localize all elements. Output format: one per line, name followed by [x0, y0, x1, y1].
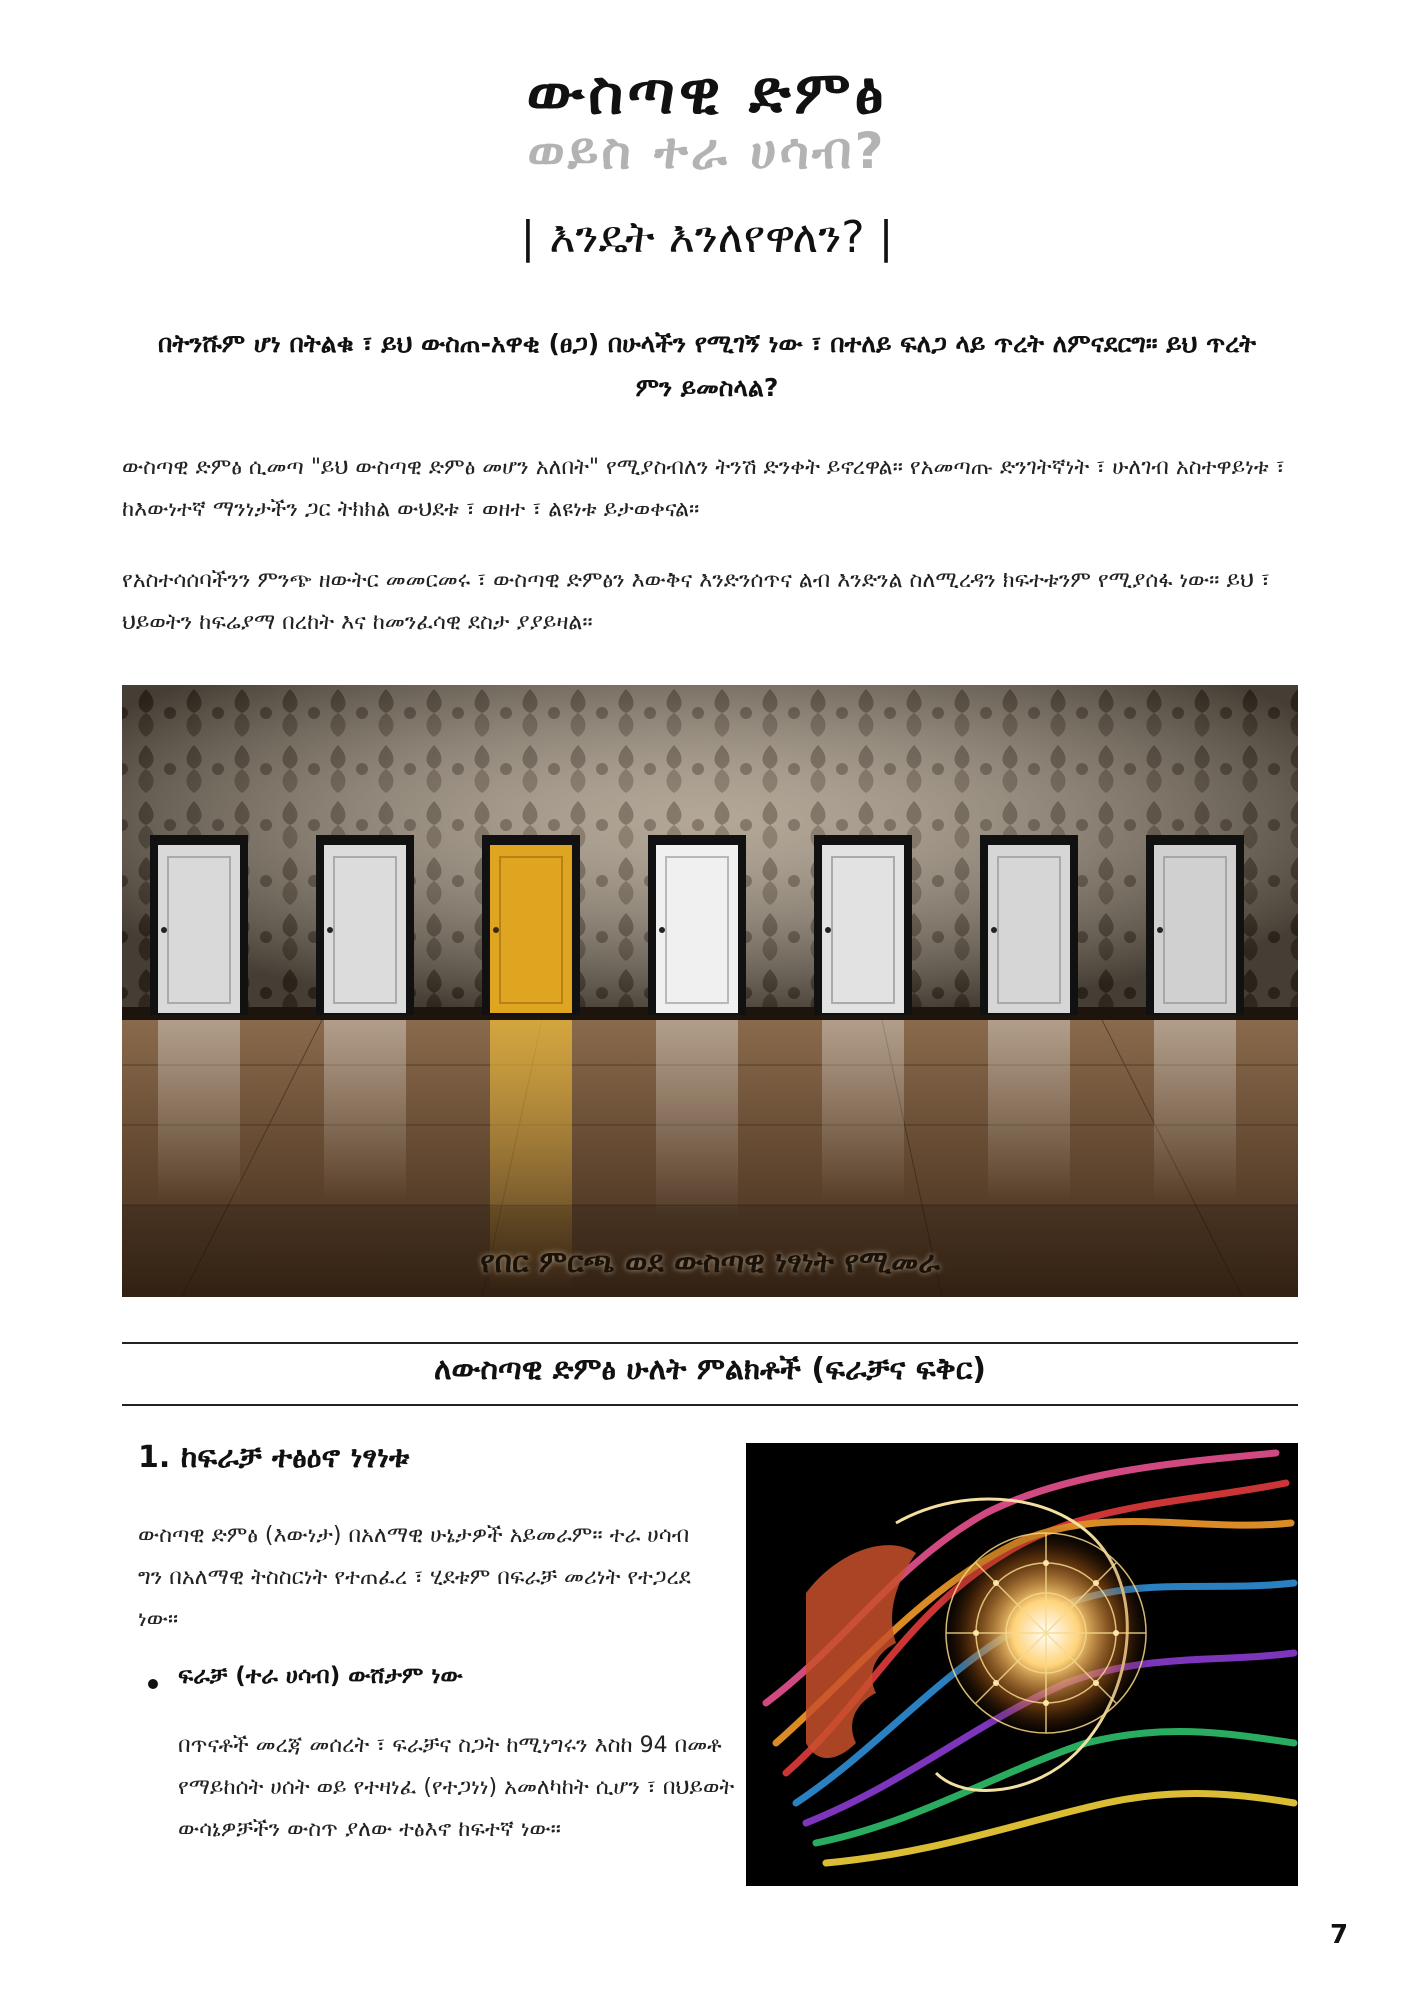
section-divider-bottom [122, 1404, 1298, 1406]
section-heading: ለውስጣዊ ድምፅ ሁለት ምልክቶች (ፍራቻና ፍቅር) [433, 1352, 987, 1387]
colorful-face-illustration [746, 1443, 1298, 1886]
doors-illustration [122, 685, 1298, 1297]
bullet-icon [148, 1679, 158, 1689]
body-paragraph-2: የአስተሳሰባችንን ምንጭ ዘውትር መመርመሩ ፣ ውስጣዊ ድምፅን እውቅና እንድንሰጥና ልብ እንድንል ስለሚረዳን ክፍተቱንም የሚያሰፋ ነው። ይህ ፣ ህይወትን ከፍሬያማ በረከት እና ከመንፈሳዊ ደስታ ያያይዛል። [122, 568, 1270, 635]
question-heading: | እንዴት እንለየዋለን? | [520, 212, 894, 263]
page-subtitle: ወይስ ተራ ሀሳብ? [527, 122, 887, 180]
page-number: 7 [1330, 1920, 1349, 1950]
doors-caption: የበር ምርጫ ወደ ውስጣዊ ነፃነት የሚመራ [480, 1245, 940, 1280]
lead-paragraph: በትንሹም ሆነ በትልቁ ፣ ይህ ውስጠ-አዋቂ (ፀጋ) በሁላችን የሚገኝ ነው ፣ በተለይ ፍለጋ ላይ ጥረት ለምናደርግ። ይህ ጥረት ምን ይመስላል? [158, 329, 1256, 402]
section-divider-top [122, 1342, 1298, 1344]
point-1-body: ውስጣዊ ድምፅ (እውነታ) በአለማዊ ሁኔታዎች አይመራም። ተራ ሀሳብ ግን በአለማዊ ትስስርነት የተጠፈረ ፣ ሂደቱም በፍራቻ መሪነት የተጋረደ ነው። [138, 1523, 691, 1632]
page-title: ውስጣዊ ድምፅ [526, 58, 888, 128]
point-1-heading: 1. ከፍራቻ ተፅዕኖ ነፃነቱ [138, 1440, 410, 1475]
bullet-label: ፍራቻ (ተራ ሀሳብ) ውሸታም ነው [178, 1663, 463, 1689]
bullet-body: በጥናቶች መረጃ መሰረት ፣ ፍራቻና ስጋት ከሚነግሩን እስከ 94 በመቶ የማይከሰት ሀሰት ወይ የተዛነፈ (የተጋነነ) አመለካከት ሲሆን ፣ በህይወት ውሳኔዎቻችን ውስጥ ያለው ተፅእኖ ከፍተኛ ነው። [178, 1733, 735, 1842]
body-paragraph-1: ውስጣዊ ድምፅ ሲመጣ "ይህ ውስጣዊ ድምፅ መሆን አለበት" የሚያስብለን ትንሽ ድንቀት ይኖረዋል። የአመጣጡ ድንገትኛነት ፣ ሁለገብ አስተዋይነቱ ፣ ከእውነተኛ ማንነታችን ጋር ትክክል ውህደቱ ፣ ወዘተ ፣ ልዩነቱ ይታወቀናል። [122, 455, 1285, 522]
